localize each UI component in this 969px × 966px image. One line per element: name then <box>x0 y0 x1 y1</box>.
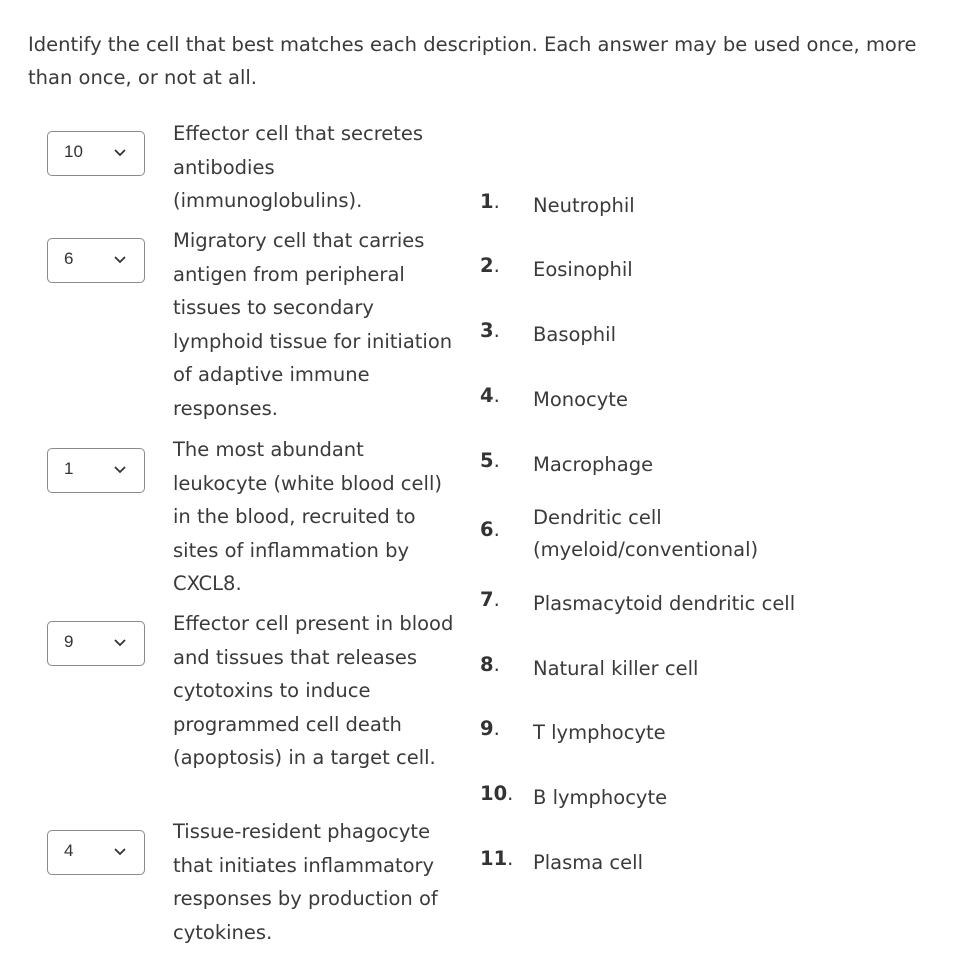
choice-label: B lymphocyte <box>533 786 668 809</box>
answer-select-5[interactable] <box>47 830 145 875</box>
choice-number: 1. <box>480 190 500 213</box>
chevron-down-icon <box>114 148 126 158</box>
answer-select-3[interactable] <box>47 448 145 493</box>
description-5: Tissue-resident phagocyte that initiates inflammatory responses by production of cytokines. <box>173 820 438 944</box>
choice-number: 6. <box>480 518 500 541</box>
choice-number: 5. <box>480 449 500 472</box>
choice-label: Macrophage <box>533 453 654 476</box>
choice-number: 3. <box>480 319 500 342</box>
choice-label: Dendritic cell (myeloid/conventional) <box>533 506 759 561</box>
selected-value: 10 <box>64 142 83 161</box>
choice-label: Plasma cell <box>533 851 643 874</box>
choice-label: Neutrophil <box>533 194 635 217</box>
choice-number: 8. <box>480 653 500 676</box>
selected-value: 4 <box>64 841 74 860</box>
choice-number: 9. <box>480 717 500 740</box>
choice-label: Eosinophil <box>533 258 633 281</box>
description-2: Migratory cell that carries antigen from peripheral tissues to secondary lymphoid tissue for initiation of adaptive immune responses. <box>173 229 453 420</box>
chevron-down-icon <box>114 465 126 475</box>
answer-select-2[interactable] <box>47 238 145 283</box>
choice-number: 4. <box>480 384 500 407</box>
chevron-down-icon <box>114 638 126 648</box>
answer-select-4[interactable] <box>47 621 145 666</box>
choice-label: Plasmacytoid dendritic cell <box>533 592 796 615</box>
choice-number: 11. <box>480 847 514 870</box>
chevron-down-icon <box>114 847 126 857</box>
choice-label: Monocyte <box>533 388 628 411</box>
description-4: Effector cell present in blood and tissues that releases cytotoxins to induce programmed cell death (apoptosis) in a target cell. <box>173 612 454 769</box>
choice-label: Basophil <box>533 323 616 346</box>
selected-value: 6 <box>64 249 74 268</box>
choice-number: 7. <box>480 588 500 611</box>
instructions-text: Identify the cell that best matches each description. Each answer may be used once, more than once, or not at all. <box>28 33 917 89</box>
choice-number: 2. <box>480 254 500 277</box>
answer-select-1[interactable] <box>47 131 145 176</box>
selected-value: 1 <box>64 459 74 478</box>
choice-label: Natural killer cell <box>533 657 699 680</box>
description-3: The most abundant leukocyte (white blood cell) in the blood, recruited to sites of inflammation by CXCL8. <box>173 438 442 595</box>
selected-value: 9 <box>64 632 74 651</box>
choice-number: 10. <box>480 782 514 805</box>
choice-label: T lymphocyte <box>533 721 666 744</box>
chevron-down-icon <box>114 255 126 265</box>
description-1: Effector cell that secretes antibodies (immunoglobulins). <box>173 122 424 212</box>
